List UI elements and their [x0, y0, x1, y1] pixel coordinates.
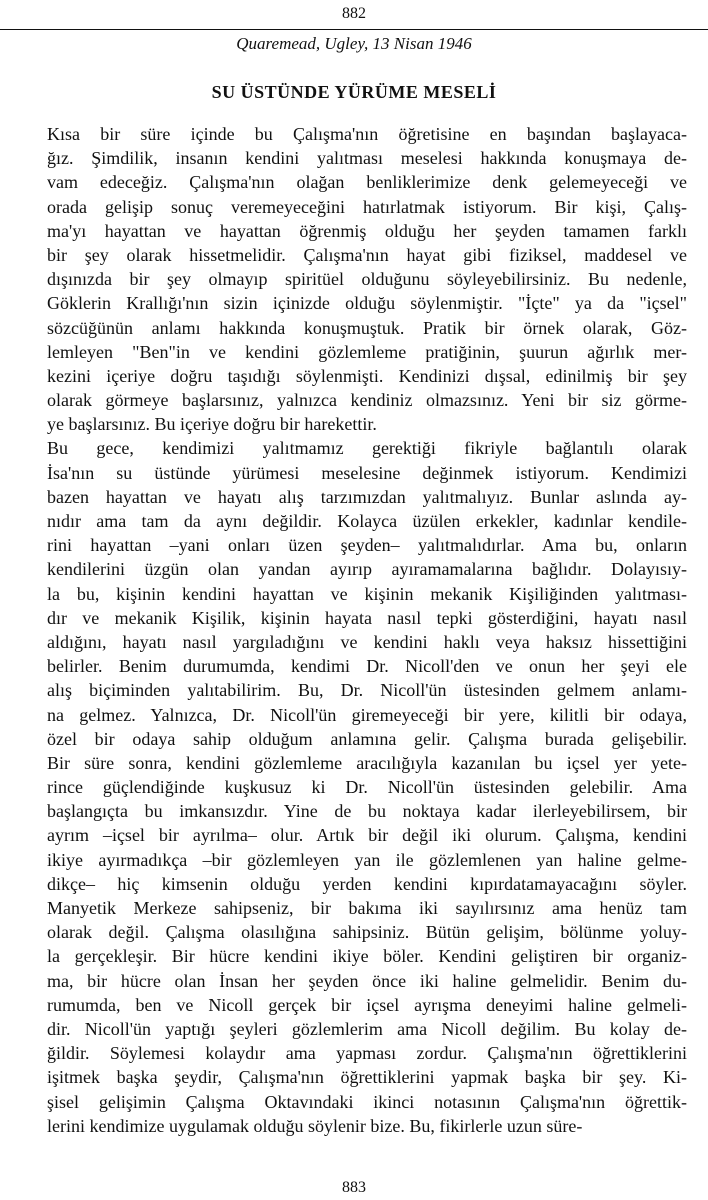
text-line: vam edeceğiz. Çalışma'nın olağan benliklerimize denk gelemeyeceği ve: [47, 172, 687, 193]
paragraph-1: [47, 122, 687, 436]
text-line: lemleyen "Ben"in ve kendini gözlemleme pratiğinin, şuurun ağırlık mer-: [47, 341, 687, 362]
page-number-bottom: 883: [342, 1179, 366, 1196]
text-line: aldığını, hayatı nasıl yargıladığını ve kendini haklı veya haksız hissettiğini: [47, 631, 687, 652]
text-line: dikçe– hiç kimsenin olduğu yerden kendini kıpırdatamayacağını söyler.: [47, 873, 687, 894]
text-line: rince güçlendiğinde kuşkusuz ki Dr. Nicoll'ün üstesinden gelebilir. Ama: [47, 777, 687, 798]
text-line: ayrım –içsel bir ayrılma– olur. Artık bir değil iki olurum. Çalışma, kendini: [47, 825, 687, 846]
text-line: şisel gelişimin Çalışma Oktavındaki ikinci notasının Çalışma'nın öğrettik-: [47, 1091, 687, 1112]
text-line: la gerçekleşir. Bir hücre kendini ikiye böler. Kendini geliştiren bir organiz-: [47, 946, 687, 967]
text-line: rini hayattan –yani onları üzen şeyden– yalıtmalıdırlar. Ama bu, onların: [47, 535, 687, 556]
text-line: lerini kendimize uygulamak olduğu söylenir bize. Bu, fikirlerle uzun süre-: [47, 1115, 583, 1136]
text-line: bazen hayattan ve hayatı alış tarzımızdan yalıtmalıyız. Bunlar aslında ay-: [47, 486, 687, 507]
text-line: ye başlarsınız. Bu içeriye doğru bir harekettir.: [47, 414, 377, 435]
chapter-title: SU ÜSTÜNDE YÜRÜME MESELİ: [211, 82, 497, 102]
text-line: ğız. Şimdilik, insanın kendini yalıtması meselesi hakkında konuşmaya de-: [47, 148, 687, 169]
text-line: belirler. Benim durumumda, kendimi Dr. Nicoll'den ve onun her şeyi ele: [47, 656, 687, 677]
text-line: kezini içeriye doğru taşıdığı söylenmişti. Kendinizi dışsal, edinilmiş bir şey: [47, 365, 687, 386]
text-line: la bu, kişinin kendini hayattan ve kişinin mekanik Kişiliğinden yalıtması-: [47, 583, 687, 604]
text-line: özel bir odaya sahip olduğum anlamına gelir. Çalışma burada gelişebilir.: [47, 728, 687, 749]
text-line: alış biçiminden yalıtabilirim. Bu, Dr. Nicoll'ün üstesinden gelmem anlamı-: [47, 680, 687, 701]
text-line: orada gelişip sonuç veremeyeceğini hatırlatmak istiyorum. Bir kişi, Çalış-: [47, 196, 687, 217]
text-line: İsa'nın su üstünde yürümesi meselesine değinmek istiyorum. Kendimizi: [47, 462, 687, 483]
header-rule: [0, 29, 708, 30]
text-line: sözcüğünün anlamı hakkında konuşmuştuk. Pratik bir örnek olarak, Göz-: [47, 317, 687, 338]
text-line: Göklerin Krallığı'nın sizin içinizde olduğu söylenmiştir. "İçte" ya da "içsel": [47, 293, 687, 314]
text-line: ma, bir hücre olan İnsan her şeyden önce iki haline gelmelidir. Benim du-: [47, 970, 687, 991]
text-line: ma'yı hayattan ve hayattan öğrenmiş olduğu her şeyden tamamen farklı: [47, 220, 687, 241]
text-line: başlangıçta bu imkansızdır. Yine de bu noktaya kadar ilerleyebilirsem, bir: [47, 801, 687, 822]
text-line: Bir süre sonra, kendini gözlemleme aracılığıyla kazanılan bu içsel yer yete-: [47, 752, 687, 773]
text-line: olarak görmeye başlarsınız, yalnızca kendiniz olmazsınız. Yeni bir siz görme-: [47, 390, 687, 411]
text-line: dır ve mekanik Kişilik, kişinin hayata nasıl tepki gösterdiğini, hayatı nasıl: [47, 607, 687, 628]
text-line: Manyetik Merkeze sahipseniz, bir bakıma iki sayılırsınız ama henüz tam: [47, 898, 687, 918]
body-text: [47, 122, 687, 1138]
text-line: olarak değil. Çalışma olasılığına sahipsiniz. Bütün gelişim, bölünme yoluy-: [47, 922, 687, 943]
paragraph-2: [47, 436, 687, 1137]
text-line: nıdır ama tam da aynı değildir. Kolayca üzülen erkekler, kadınlar kendile-: [47, 511, 687, 531]
dateline: Quaremead, Ugley, 13 Nisan 1946: [236, 34, 472, 53]
text-line: na gelmez. Yalnızca, Dr. Nicoll'ün giremeyeceği bir yere, kilitli bir odaya,: [47, 704, 687, 725]
text-line: bir şey olarak hissetmelidir. Çalışma'nın hayat gibi fiziksel, maddesel ve: [47, 244, 687, 265]
text-line: rumumda, ben ve Nicoll gerçek bir içsel ayrışma deneyimi haline gelmeli-: [47, 994, 687, 1015]
text-line: Bu gece, kendimizi yalıtmamız gerektiği fikriyle bağlantılı olarak: [47, 438, 687, 459]
text-line: işitmek başka şeydir, Çalışma'nın öğrettiklerini yapmak başka bir şey. Ki-: [47, 1067, 687, 1088]
text-line: dışınızda bir şey olmayıp spiritüel olduğunu söyleyebilirsiniz. Bu nedenle,: [47, 269, 687, 290]
text-line: kendilerini üzgün olan yandan ayırıp ayıramamalarına bağlıdır. Dolayısıy-: [47, 559, 687, 580]
text-line: Kısa bir süre içinde bu Çalışma'nın öğretisine en başından başlayaca-: [47, 124, 687, 144]
text-line: ikiye ayırmadıkça –bir gözlemleyen yan ile gözlemlenen yan haline gelme-: [47, 849, 687, 870]
page-number-top: 882: [342, 5, 366, 22]
text-line: ğildir. Söylemesi kolaydır ama yapması zordur. Çalışma'nın öğrettiklerini: [47, 1043, 687, 1064]
text-line: dir. Nicoll'ün yaptığı şeyleri gözlemlerim ama Nicoll değilim. Bu kolay de-: [47, 1018, 687, 1039]
